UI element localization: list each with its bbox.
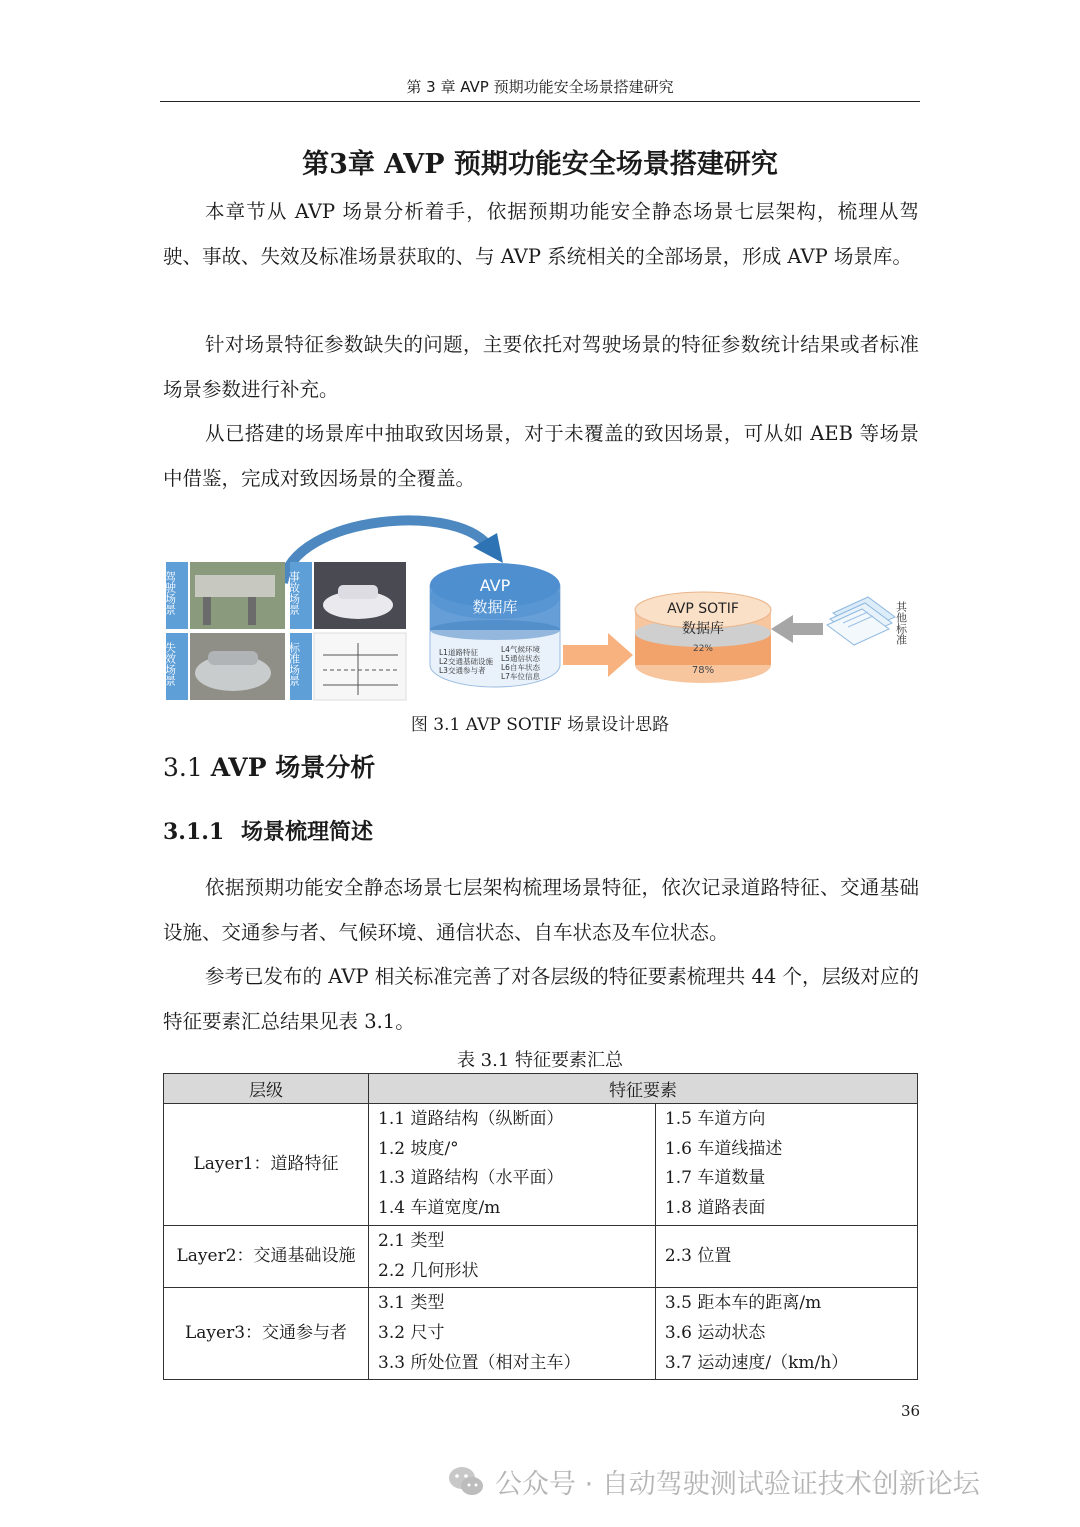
feature-item: 2.2 几何形状	[378, 1260, 479, 1281]
feature-cell	[369, 1225, 656, 1287]
intro-paragraph-3: 从已搭建的场景库中抽取致因场景，对于未覆盖的致因场景，可从如 AEB 等场景中借鉴，完成对致因场景的全覆盖。	[163, 422, 919, 490]
db1-layer-l2: L2交通基础设施	[439, 657, 493, 666]
wechat-icon	[447, 1465, 485, 1499]
feature-item: 3.6 运动状态	[664, 1322, 766, 1343]
driving-scene-photo	[164, 562, 286, 629]
layer-cell: Layer2：交通基础设施	[164, 1225, 369, 1287]
db1-layer-l3: L3交通参与者	[439, 666, 486, 675]
flow-arrow-icon	[563, 633, 633, 677]
table-row	[164, 1104, 918, 1226]
photo-label-standard: 标准场景	[287, 642, 301, 686]
feature-item: 2.1 类型	[378, 1230, 445, 1251]
other-standards-label: 其他标准	[894, 601, 908, 645]
standard-scene-photo	[288, 633, 407, 700]
scenario-design-figure	[163, 505, 923, 705]
feature-item: 3.2 尺寸	[378, 1322, 445, 1343]
feature-cell	[655, 1225, 917, 1287]
section-title: AVP 场景分析	[210, 753, 376, 782]
db1-layer-l6: L6自车状态	[501, 663, 540, 672]
table-caption: 表 3.1 特征要素汇总	[456, 1050, 624, 1071]
sotif-database-cylinder	[635, 592, 771, 683]
table-header-row	[164, 1074, 918, 1104]
accident-scene-photo	[288, 562, 407, 629]
photo-label-driving: 驾驶场景	[163, 571, 177, 615]
db2-pct-bottom: 78%	[691, 665, 715, 676]
section-number: 3.1	[163, 753, 203, 782]
db2-title-2: 数据库	[682, 621, 724, 637]
feature-cell	[655, 1288, 917, 1380]
intro-paragraph-2: 针对场景特征参数缺失的问题，主要依托对驾驶场景的特征参数统计结果或者标准场景参数进行补充。	[163, 333, 919, 401]
feature-cell	[369, 1288, 656, 1380]
feature-item: 3.7 运动速度/（km/h）	[664, 1352, 849, 1373]
feature-cell	[655, 1104, 917, 1226]
db1-title-2: 数据库	[472, 598, 518, 616]
db1-layer-l7: L7车位信息	[501, 672, 540, 681]
failure-scene-photo	[164, 633, 286, 700]
header-layer: 层级	[164, 1074, 369, 1104]
layer-cell: Layer1：道路特征	[164, 1104, 369, 1226]
watermark-text: 公众号 · 自动驾驶测试验证技术创新论坛	[495, 1469, 980, 1500]
feature-item: 2.3 位置	[664, 1245, 732, 1266]
table-row	[164, 1225, 918, 1287]
section-paragraph-2: 参考已发布的 AVP 相关标准完善了对各层级的特征要素梳理共 44 个，层级对应的特征要素汇总结果见表 3.1。	[163, 965, 919, 1033]
feature-cell	[369, 1104, 656, 1226]
figure-caption: 图 3.1 AVP SOTIF 场景设计思路	[410, 715, 670, 735]
feature-table	[163, 1073, 918, 1380]
db2-title-1: AVP SOTIF	[667, 601, 739, 617]
subsection-title: 场景梳理简述	[241, 819, 374, 845]
avp-database-cylinder	[430, 563, 560, 687]
feature-item: 1.4 车道宽度/m	[378, 1198, 501, 1219]
photo-label-accident: 事故场景	[287, 571, 301, 615]
feature-item: 3.5 距本车的距离/m	[664, 1293, 822, 1314]
documents-stack-icon	[827, 597, 895, 645]
db1-title-1: AVP	[479, 576, 511, 595]
db1-layer-l4: L4气候环境	[501, 645, 540, 654]
table-row	[164, 1288, 918, 1380]
feature-item: 1.7 车道数量	[664, 1168, 766, 1189]
feature-item: 1.8 道路表面	[664, 1198, 766, 1219]
feature-item: 1.2 坡度/°	[378, 1138, 459, 1159]
chapter-title: 第3章 AVP 预期功能安全场景搭建研究	[302, 149, 778, 180]
layer-cell: Layer3：交通参与者	[164, 1288, 369, 1380]
intro-paragraph-1: 本章节从 AVP 场景分析着手，依据预期功能安全静态场景七层架构，梳理从驾驶、事故、失效及标准场景获取的、与 AVP 系统相关的全部场景，形成 AVP 场景库。	[163, 200, 919, 268]
feature-item: 1.3 道路结构（水平面）	[378, 1168, 564, 1189]
running-header: 第 3 章 AVP 预期功能安全场景搭建研究	[160, 76, 920, 102]
photo-label-failure: 失效场景	[163, 642, 177, 686]
feature-item: 3.1 类型	[378, 1293, 445, 1314]
subsection-heading	[163, 815, 373, 846]
db1-layer-l5: L5通信状态	[501, 654, 540, 663]
watermark	[447, 1462, 980, 1501]
header-features: 特征要素	[369, 1074, 918, 1104]
feature-item: 1.1 道路结构（纵断面）	[378, 1109, 564, 1129]
section-paragraph-1: 依据预期功能安全静态场景七层架构梳理场景特征，依次记录道路特征、交通基础设施、交通参与者、气候环境、通信状态、自车状态及车位状态。	[163, 876, 919, 944]
feature-item: 1.5 车道方向	[664, 1109, 766, 1129]
feature-item: 3.3 所处位置（相对主车）	[378, 1352, 581, 1373]
subsection-number: 3.1.1	[163, 819, 225, 845]
db1-layer-l1: L1道路特征	[439, 648, 478, 657]
grey-arrow-icon	[771, 615, 823, 643]
page-number: 36	[901, 1402, 921, 1420]
section-heading	[163, 748, 375, 784]
feature-item: 1.6 车道线描述	[664, 1138, 783, 1159]
db2-pct-top: 22%	[692, 644, 714, 654]
